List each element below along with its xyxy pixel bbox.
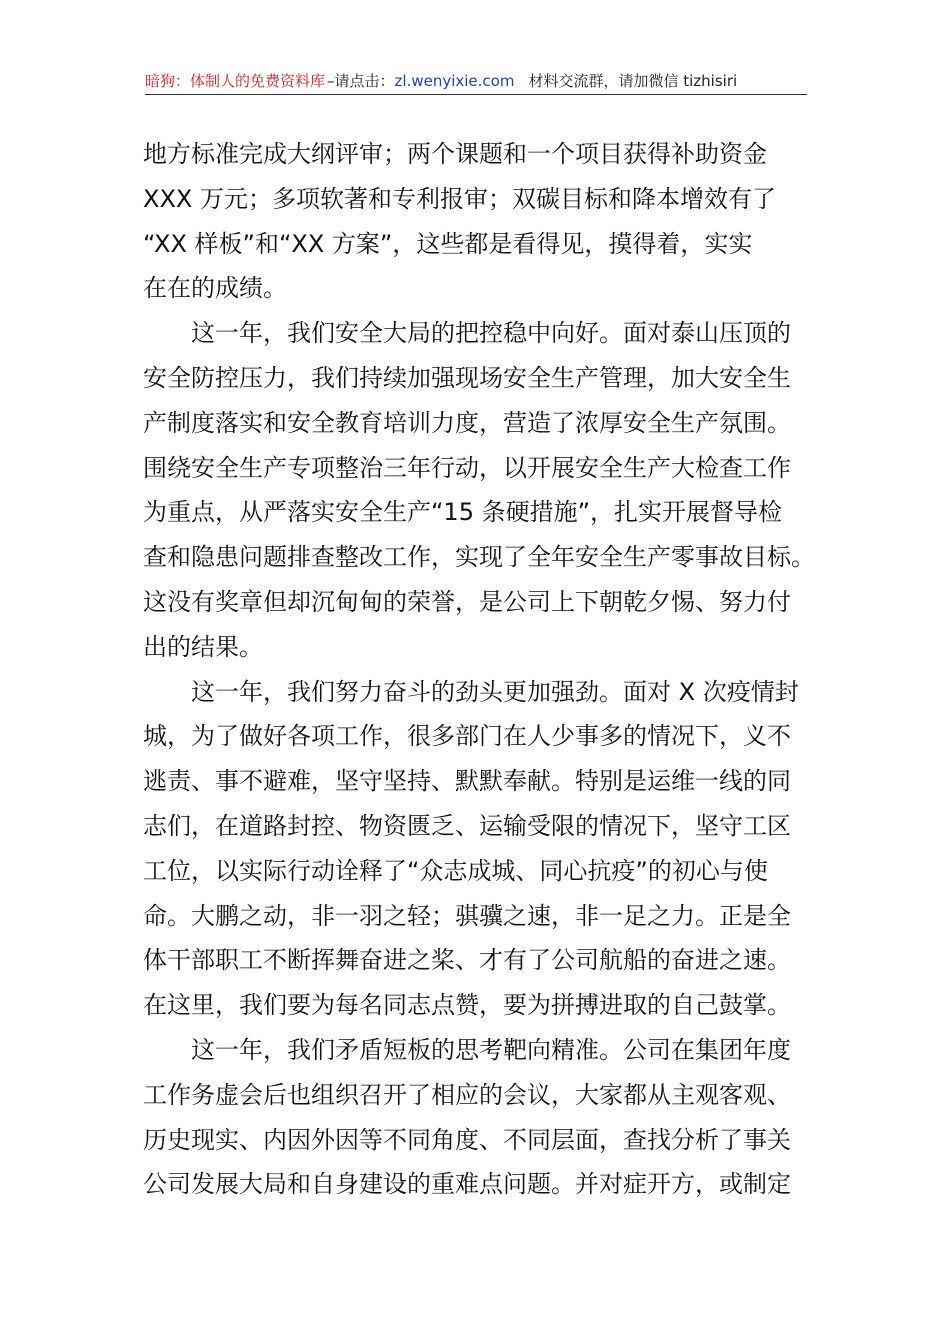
text-line: 安全防控压力，我们持续加强现场安全生产管理，加大安全生 [143, 363, 791, 392]
paragraph-3 [143, 670, 823, 1028]
text-line: 这一年，我们矛盾短板的思考靶向精准。公司在集团年度 [143, 1035, 791, 1064]
text-line: 地方标准完成大纲评审；两个课题和一个项目获得补助资金 [143, 140, 767, 168]
text-line: “XX 样板”和“XX 方案”，这些都是看得见，摸得着，实实 [143, 229, 753, 258]
text-line: 历史现实、内因外因等不同角度、不同层面，查找分析了事关 [143, 1125, 791, 1154]
text-line: 在在的成绩。 [143, 274, 287, 303]
text-line: 体干部职工不断挥舞奋进之桨、才有了公司航船的奋进之速。 [143, 946, 791, 975]
header-link[interactable]: zl.wenyixie.com [394, 72, 515, 90]
text-line: XXX 万元；多项软著和专利报审；双碳目标和降本增效有了 [143, 184, 776, 213]
header-prompt-text: –请点击： [327, 72, 395, 90]
text-line: 这没有奖章但却沉甸甸的荣誉，是公司上下朝乾夕惕、努力付 [143, 587, 791, 616]
header-contact-text: 材料交流群，请加微信 tizhisiri [528, 72, 738, 90]
text-line: 查和隐患问题排查整改工作，实现了全年安全生产零事故目标。 [143, 543, 815, 572]
text-line: 在这里，我们要为每名同志点赞，要为拼搏进取的自己鼓掌。 [143, 991, 791, 1020]
text-line: 志们，在道路封控、物资匮乏、运输受限的情况下，坚守工区 [143, 811, 791, 840]
text-line: 命。大鹏之动，非一羽之轻；骐骥之速，非一足之力。正是全 [143, 901, 791, 930]
text-line: 这一年，我们安全大局的把控稳中向好。面对泰山压顶的 [143, 319, 791, 348]
text-line: 工位，以实际行动诠释了“众志成城、同心抗疫”的初心与使 [143, 856, 768, 885]
text-line: 公司发展大局和自身建设的重难点问题。并对症开方，或制定 [143, 1170, 791, 1199]
text-line: 围绕安全生产专项整治三年行动，以开展安全生产大检查工作 [143, 453, 791, 482]
document-body [143, 132, 823, 1207]
text-line: 为重点，从严落实安全生产“15 条硬措施”，扎实开展督导检 [143, 498, 783, 527]
text-line: 逃责、事不避难，坚守坚持、默默奉献。特别是运维一线的同 [143, 767, 791, 796]
header-brand-text: 暗狗：体制人的免费资料库 [145, 72, 326, 90]
text-line: 这一年，我们努力奋斗的劲头更加强劲。面对 X 次疫情封 [143, 677, 799, 706]
page-header-banner [145, 68, 807, 95]
paragraph-4 [143, 1028, 823, 1207]
text-line: 产制度落实和安全教育培训力度，营造了浓厚安全生产氛围。 [143, 408, 791, 437]
text-line: 城，为了做好各项工作，很多部门在人少事多的情况下，义不 [143, 722, 791, 751]
paragraph-2 [143, 311, 823, 669]
text-line: 出的结果。 [143, 632, 263, 661]
text-line: 工作务虚会后也组织召开了相应的会议，大家都从主观客观、 [143, 1080, 791, 1109]
paragraph-1 [143, 132, 823, 311]
